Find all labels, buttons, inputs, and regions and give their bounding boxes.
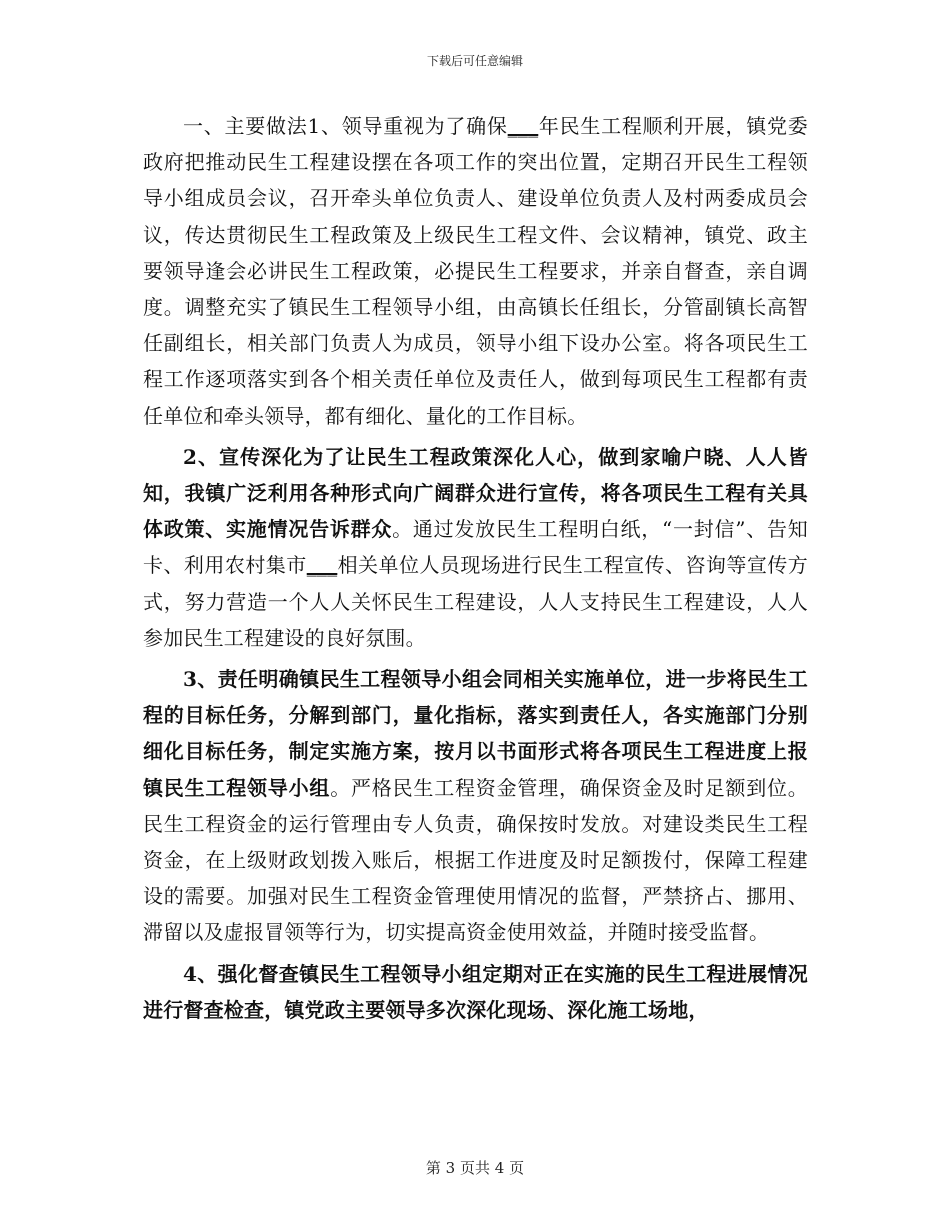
paragraph-1-text-after: 年民生工程顺利开展，镇党委政府把推动民生工程建设摆在各项工作的突出位置，定期召开民生工程领导小组成员会议，召开牵头单位负责人、建设单位负责人及村两委成员会议，传达贯彻民生工程政策及上级民生工程文件、会议精神，镇党、政主要领导逢会必讲民生工程政策，必提民生工程要求，并亲自督查，亲自调度。调整充实了镇民生工程领导小组，由高镇长任组长，分管副镇长高智任副组长，相关部门负责人为成员，领导小组下设办公室。将各项民生工程工作逐项落实到各个相关责任单位及责任人，做到每项民生工程都有责任单位和牵头领导，都有细化、量化的工作目标。 — [143, 114, 808, 428]
paragraph-4 — [143, 956, 808, 1028]
paragraph-4-lead: 4、强化督查镇民生工程领导小组定期对正在实施的民生工程进展情况进行督查检查，镇党政主要领导多次深化现场、深化施工场地， — [143, 961, 808, 1022]
paragraph-2-blank: ___ — [306, 553, 338, 578]
paragraph-2-lead: 2、宣传深化为了让民生工程政策深化人心，做到家喻户晓、人人皆知，我镇广泛利用各种形式向广阔群众进行宣传，将各项民生工程有关具体政策、实施情况告诉群众 — [143, 444, 808, 542]
page-footer: 第 3 页共 4 页 — [425, 1159, 525, 1177]
paragraph-2-text-after: 相关单位人员现场进行民生工程宣传、咨询等宣传方式，努力营造一个人人关怀民生工程建设，人人支持民生工程建设，人人参加民生工程建设的良好氛围。 — [143, 553, 808, 650]
paragraph-3-lead: 3、责任明确镇民生工程领导小组会同相关实施单位，进一步将民生工程的目标任务，分解到部门，量化指标，落实到责任人，各实施部门分别细化目标任务，制定实施方案，按月以书面形式将各项民生工程进度上报镇民生工程领导小组 — [143, 667, 808, 800]
paragraph-3 — [143, 661, 808, 951]
paragraph-2-text: 。通过发放民生工程明白纸，“一封信”、告知卡、利用农村集市 — [143, 517, 809, 578]
document-body — [143, 108, 808, 1033]
paragraph-3-text: 。严格民生工程资金管理，确保资金及时足额到位。民生工程资金的运行管理由专人负责，确保按时发放。对建设类民生工程资金，在上级财政划拨入账后，根据工作进度及时足额拨付，保障工程建设的需要。加强对民生工程资金管理使用情况的监督，严禁挤占、挪用、滞留以及虚报冒领等行为，切实提高资金使用效益，并随时接受监督。 — [143, 775, 808, 945]
page-header: 下载后可任意编辑 — [426, 54, 523, 68]
paragraph-1 — [143, 108, 808, 434]
paragraph-2 — [143, 439, 808, 656]
paragraph-1-text: 一、主要做法1、领导重视为了确保 — [183, 114, 508, 138]
paragraph-1-blank: ___ — [507, 114, 539, 138]
